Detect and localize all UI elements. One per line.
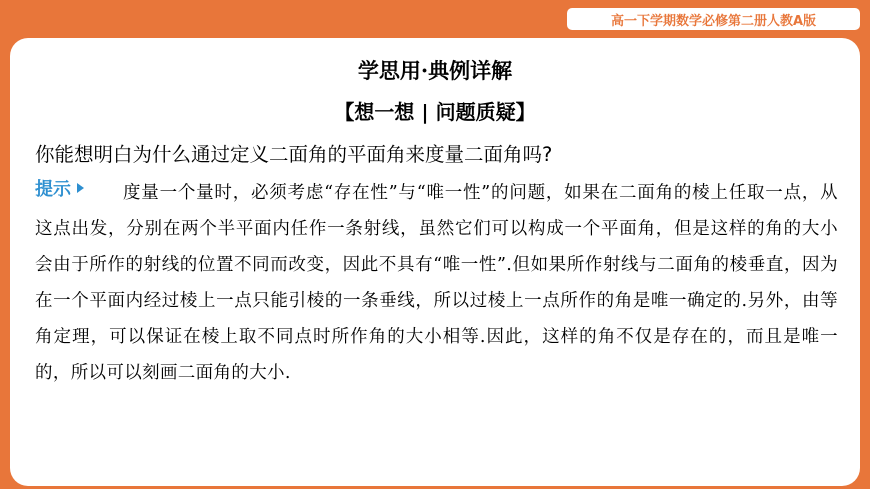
- hint-label: 提示: [35, 179, 71, 200]
- section-subtitle: 【想一想 | 问题质疑】: [334, 100, 536, 124]
- hint-label-group: [35, 175, 84, 201]
- hint-text: 度量一个量时，必须考虑“存在性”与“唯一性”的问题，如果在二面角的棱上任取一点，从这点出发，分别在两个半平面内任作一条射线，虽然它们可以构成一个平面角，但是这样的角的大小会由于所作的射线的位置不同而改变，因此不具有“唯一性”.但如果所作射线与二面角的棱垂直，因为在一个平面内经过棱上一点只能引棱的一条垂线，所以过棱上一点所作的角是唯一确定的.另外，由等角定理，可以保证在棱上取不同点时所作角的大小相等.因此，这样的角不仅是存在的，而且是唯一的，所以可以刻画二面角的大小.: [35, 183, 838, 383]
- section-title: 学思用·典例详解: [357, 58, 513, 83]
- content-card: [10, 38, 860, 486]
- course-banner: 高一下学期数学必修第二册人教A版: [567, 8, 860, 30]
- question-text: 你能想明白为什么通过定义二面角的平面角来度量二面角吗?: [35, 143, 553, 166]
- triangle-right-icon: [77, 183, 84, 193]
